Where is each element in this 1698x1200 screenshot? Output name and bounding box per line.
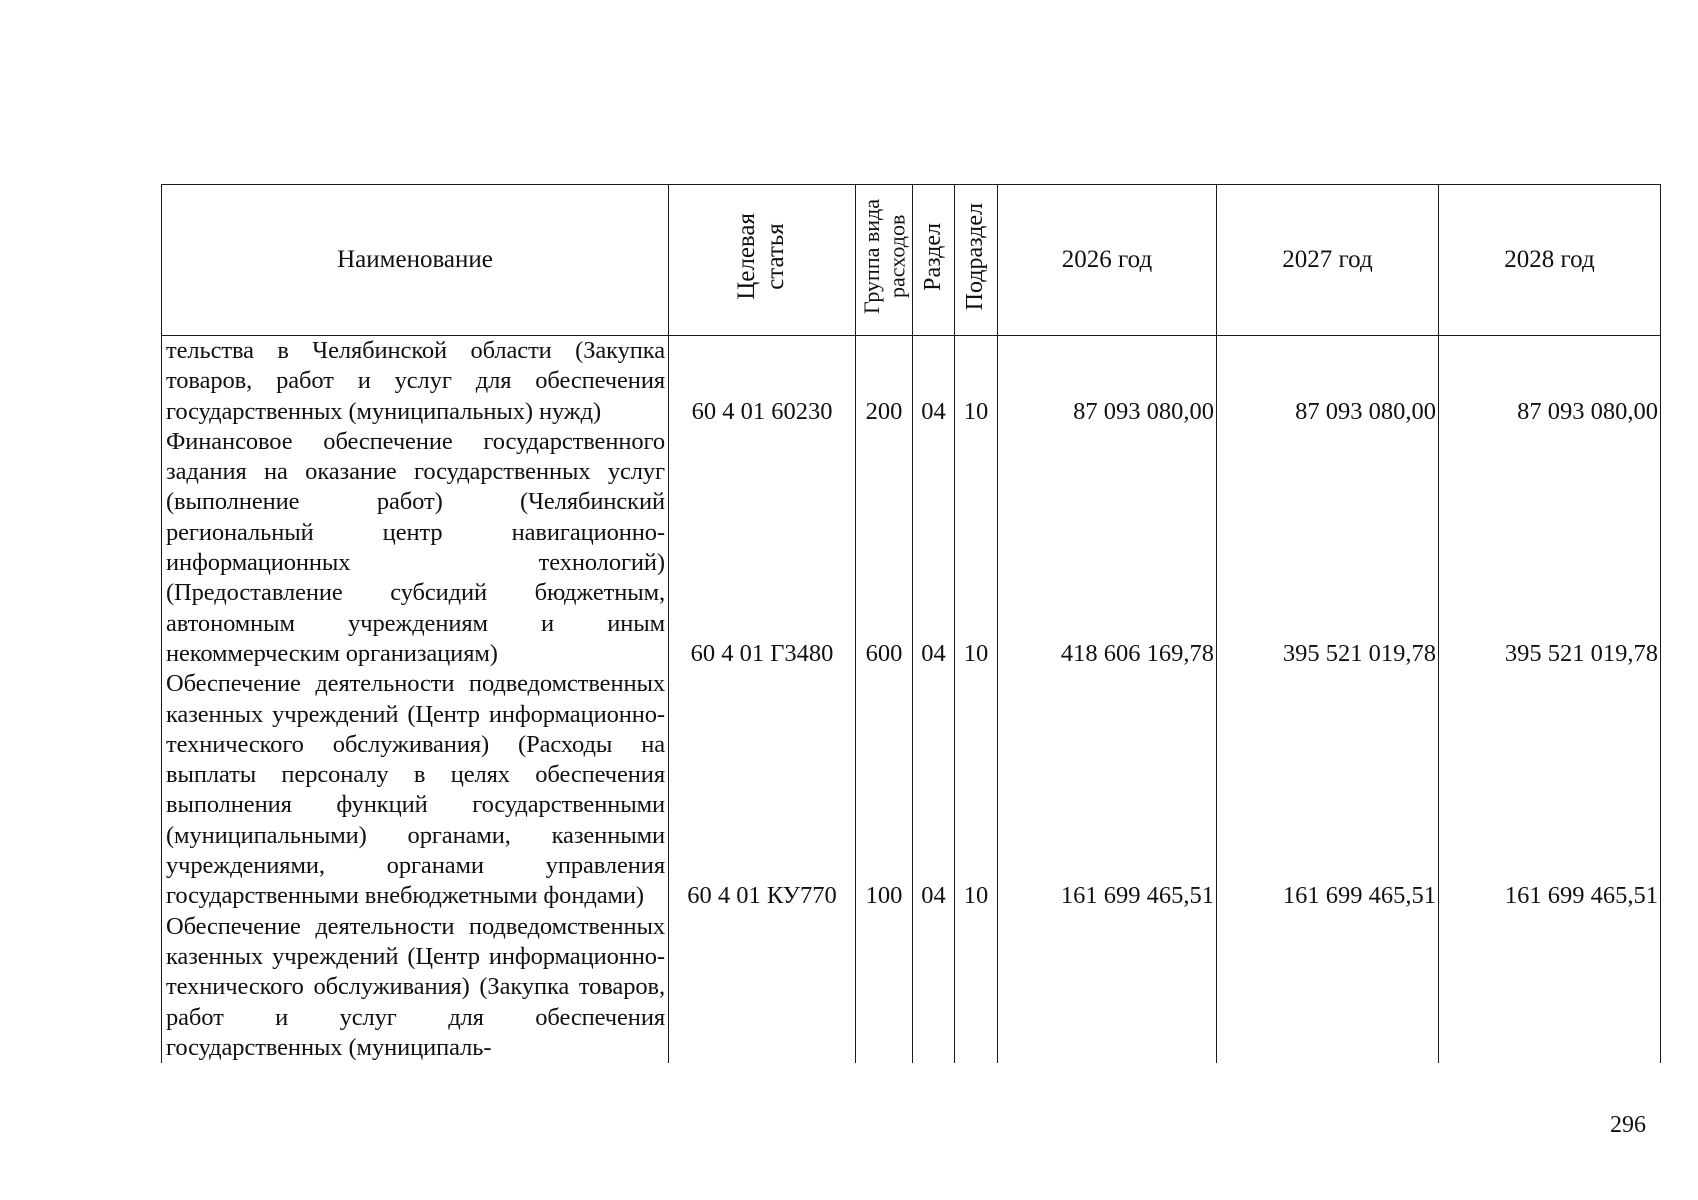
row-subsection	[955, 912, 998, 1063]
row-expense-group: 100	[856, 669, 913, 911]
row-name: тельства в Челябинской области (Закупка товаров, работ и услуг для обеспечения государственных (муниципальных) нужд)	[162, 336, 669, 427]
row-target-article	[669, 912, 856, 1063]
row-target-article: 60 4 01 Г3480	[669, 427, 856, 669]
row-amount-2028: 87 093 080,00	[1439, 336, 1661, 427]
row-amount-2026: 87 093 080,00	[998, 336, 1217, 427]
header-2028: 2028 год	[1439, 185, 1661, 336]
row-amount-2026: 418 606 169,78	[998, 427, 1217, 669]
row-subsection: 10	[955, 336, 998, 427]
table-row	[162, 336, 1661, 427]
row-amount-2028: 161 699 465,51	[1439, 669, 1661, 911]
row-expense-group: 600	[856, 427, 913, 669]
row-amount-2027	[1217, 912, 1439, 1063]
header-subsection: Подраздел	[955, 185, 998, 336]
row-section: 04	[913, 427, 955, 669]
row-amount-2028	[1439, 912, 1661, 1063]
row-name: Финансовое обеспечение государственного задания на оказание государственных услуг (выполнение работ) (Челябинский региональный центр навигационно-информационных технологий) (Предоставление субсидий бюджетным, автономным учреждениям и иным некоммерческим организациям)	[162, 427, 669, 669]
table-row	[162, 669, 1661, 911]
row-amount-2026: 161 699 465,51	[998, 669, 1217, 911]
row-section: 04	[913, 336, 955, 427]
row-name: Обеспечение деятельности подведомственных казенных учреждений (Центр информационно-технического обслуживания) (Расходы на выплаты персоналу в целях обеспечения выполнения функций государственными (муниципальными) органами, казенными учреждениями, органами управления государственными внебюджетными фондами)	[162, 669, 669, 911]
header-2027: 2027 год	[1217, 185, 1439, 336]
header-name: Наименование	[162, 185, 669, 336]
row-amount-2027: 161 699 465,51	[1217, 669, 1439, 911]
row-target-article: 60 4 01 КУ770	[669, 669, 856, 911]
row-name: Обеспечение деятельности подведомственных казенных учреждений (Центр информационно-технического обслуживания) (Закупка товаров, работ и услуг для обеспечения государственных (муниципаль-	[162, 912, 669, 1063]
budget-table	[161, 184, 1661, 1063]
header-expense-group: Группа вида расходов	[856, 185, 913, 336]
row-target-article: 60 4 01 60230	[669, 336, 856, 427]
table-row	[162, 427, 1661, 669]
row-amount-2027: 395 521 019,78	[1217, 427, 1439, 669]
header-2026: 2026 год	[998, 185, 1217, 336]
row-section	[913, 912, 955, 1063]
row-expense-group	[856, 912, 913, 1063]
row-amount-2028: 395 521 019,78	[1439, 427, 1661, 669]
row-subsection: 10	[955, 669, 998, 911]
page-number: 296	[1610, 1112, 1646, 1138]
row-amount-2026	[998, 912, 1217, 1063]
table-header-row	[162, 185, 1661, 336]
header-target-article: Целевая статья	[669, 185, 856, 336]
header-section: Раздел	[913, 185, 955, 336]
row-amount-2027: 87 093 080,00	[1217, 336, 1439, 427]
row-subsection: 10	[955, 427, 998, 669]
row-section: 04	[913, 669, 955, 911]
table-row	[162, 912, 1661, 1063]
row-expense-group: 200	[856, 336, 913, 427]
